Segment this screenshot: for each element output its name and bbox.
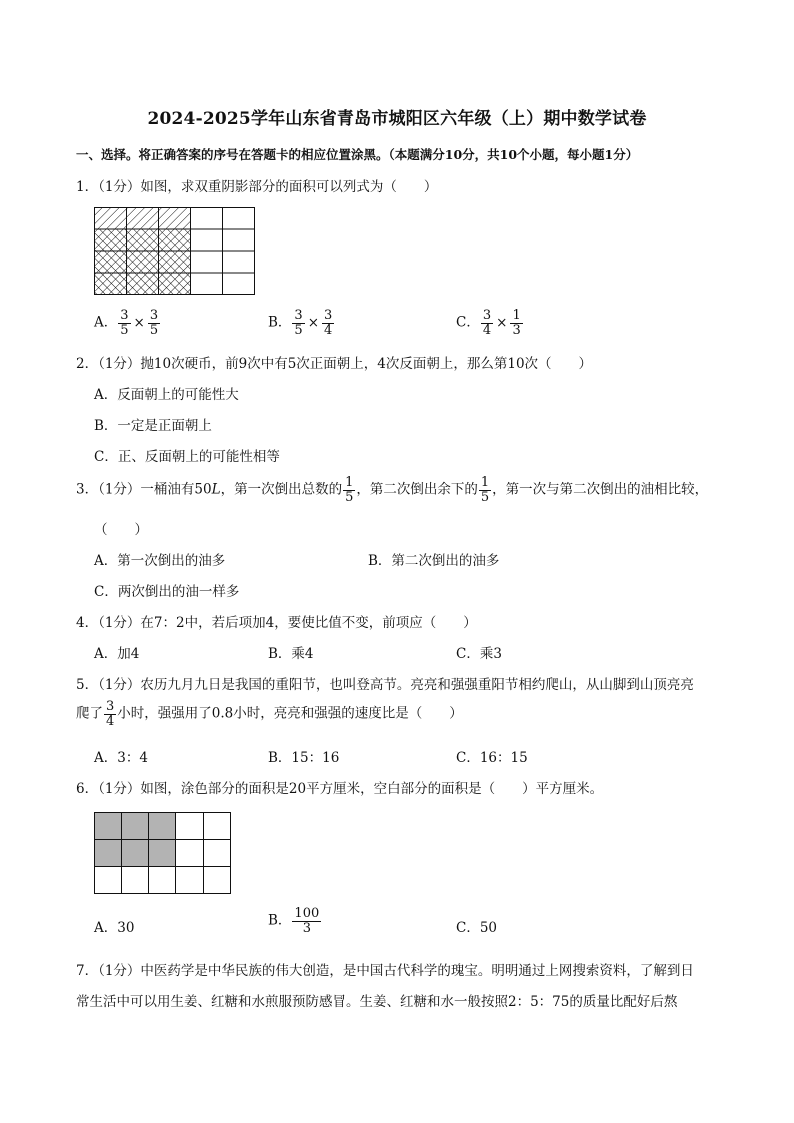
question-3-stem: 3．（1分）一桶油有50L，第一次倒出总数的 $\frac{1}{5}$ ，第二次倒出余下的 $\frac{1}{5}$ ，第一次与第二次倒出的油相比较， [76, 475, 709, 505]
question-2-option-a[interactable]: A．反面朝上的可能性大 [94, 387, 239, 403]
question-5-stem-continued: 爬了 $\frac{3}{4}$ 小时，强强用了0.8小时，亮亮和强强的速度比是（ ） [76, 699, 463, 729]
question-5-option-c[interactable]: C．16：15 [456, 750, 528, 766]
question-4-option-c[interactable]: C．乘3 [456, 646, 502, 662]
question-3-option-b[interactable]: B．第二次倒出的油多 [368, 553, 500, 569]
question-7-stem: 7．（1分）中医药学是中华民族的伟大创造，是中国古代科学的瑰宝。明明通过上网搜索资料，了解到日 [76, 963, 694, 979]
question-3-option-c[interactable]: C．两次倒出的油一样多 [94, 584, 240, 600]
question-4-option-b[interactable]: B．乘4 [268, 646, 314, 662]
question-5-stem: 5．（1分）农历九月九日是我国的重阳节，也叫登高节。亮亮和强强重阳节相约爬山，从山脚到山顶亮亮 [76, 677, 694, 693]
question-1-figure [94, 207, 256, 295]
question-7-stem-continued: 常生活中可以用生姜、红糖和水煎服预防感冒。生姜、红糖和水一般按照2：5：75的质量比配好后熬 [76, 994, 678, 1010]
question-4-option-a[interactable]: A．加4 [94, 646, 140, 662]
question-3-option-a[interactable]: A．第一次倒出的油多 [94, 553, 226, 569]
question-6-figure [94, 812, 232, 894]
question-2-option-b[interactable]: B．一定是正面朝上 [94, 418, 212, 434]
question-4-stem: 4．（1分）在7：2中，若后项加4，要使比值不变，前项应（ ） [76, 615, 477, 631]
question-5-option-b[interactable]: B．15：16 [268, 750, 340, 766]
question-3-stem-continued: （ ） [94, 522, 148, 538]
question-2-stem: 2．（1分）抛10次硬币，前9次中有5次正面朝上，4次反面朝上，那么第10次（ ） [76, 356, 593, 372]
question-5-option-a[interactable]: A．3：4 [94, 750, 148, 766]
question-1-stem: 1．（1分）如图，求双重阴影部分的面积可以列式为（ ） [76, 179, 438, 195]
question-1-option-a[interactable]: A． $\frac{3}{5}$ × $\frac{3}{5}$ [94, 308, 159, 338]
question-6-option-b[interactable]: B． $\frac{100}{3}$ [268, 906, 320, 936]
question-1-option-b[interactable]: B． $\frac{3}{5}$ × $\frac{3}{4}$ [268, 308, 333, 338]
page-title: 2024-2025学年山东省青岛市城阳区六年级（上）期中数学试卷 [147, 109, 647, 129]
question-6-stem: 6．（1分）如图，涂色部分的面积是20平方厘米，空白部分的面积是（ ）平方厘米。 [76, 781, 604, 797]
question-2-option-c[interactable]: C．正、反面朝上的可能性相等 [94, 449, 280, 465]
hatch-region-b [95, 229, 191, 295]
section-heading: 一、选择。将正确答案的序号在答题卡的相应位置涂黑。（本题满分10分，共10个小题，每小题1分） [76, 147, 639, 162]
question-1-option-c[interactable]: C． $\frac{3}{4}$ × $\frac{1}{3}$ [456, 308, 521, 338]
question-6-option-c[interactable]: C．50 [456, 920, 498, 936]
question-6-option-a[interactable]: A．30 [94, 920, 135, 936]
